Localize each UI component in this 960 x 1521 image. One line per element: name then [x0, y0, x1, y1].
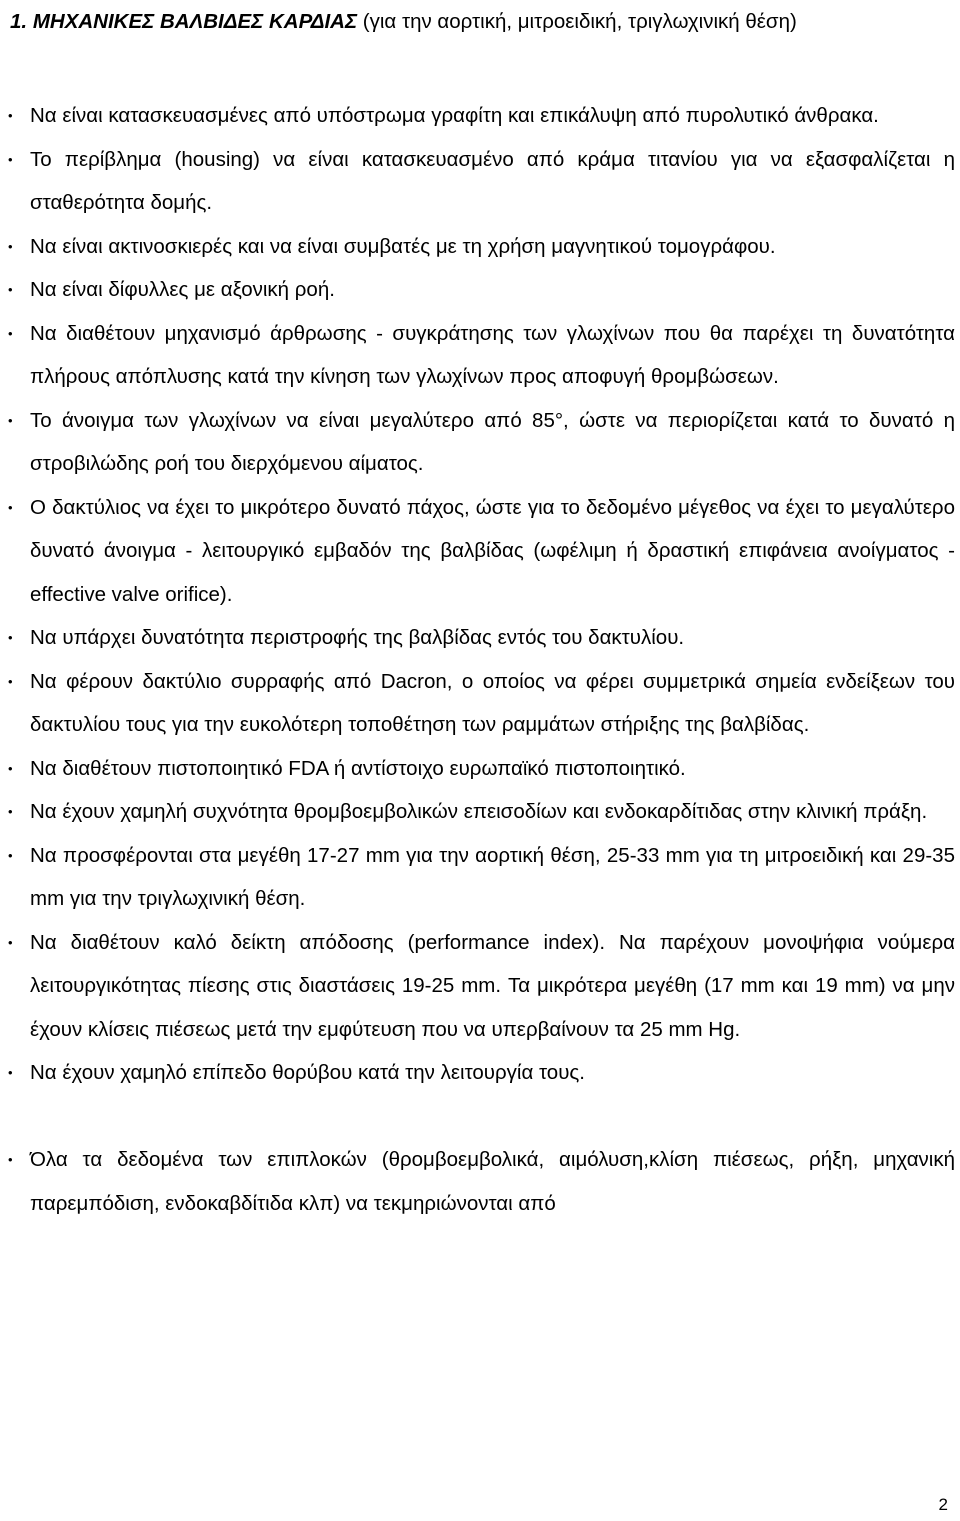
- list-item: [0, 1051, 955, 1095]
- section-number: 1.: [10, 10, 28, 33]
- section-title: ΜΗΧΑΝΙΚΕΣ ΒΑΛΒΙΔΕΣ ΚΑΡΔΙΑΣ: [32, 10, 358, 33]
- list-item-text: Να διαθέτουν μηχανισμό άρθρωσης - συγκράτησης των γλωχίνων που θα παρέχει τη δυνατότητα πλήρους απόπλυσης κατά την κίνηση των γλωχίνων προς αποφυγή θρομβώσεων.: [30, 321, 955, 388]
- bullet-icon: •: [8, 673, 13, 689]
- list-item-text: Να είναι δίφυλλες με αξονική ροή.: [30, 278, 335, 301]
- section-heading: [10, 0, 955, 43]
- bullet-icon: •: [8, 108, 13, 123]
- bullet-icon: •: [8, 804, 13, 819]
- list-item: [0, 399, 955, 486]
- list-item-text: Να διαθέτουν πιστοποιητικό FDA ή αντίστοιχο ευρωπαϊκό πιστοποιητικό.: [30, 756, 686, 780]
- bullet-icon: •: [8, 499, 13, 515]
- bullet-icon: •: [8, 934, 13, 950]
- requirements-list: [0, 94, 960, 1225]
- bullet-icon: •: [8, 630, 13, 645]
- list-item: [0, 660, 955, 747]
- list-item-text: Να υπάρχει δυνατότητα περιστροφής της βαλβίδας εντός του δακτυλίου.: [30, 626, 685, 649]
- list-item-text: Όλα τα δεδομένα των επιπλοκών (θρομβοεμβολικά, αιμόλυση,κλίση πιέσεως, ρήξη, μηχανική παρεμπόδιση, ενδοκαβδίτιδα κλπ) να τεκμηριώνονται από: [30, 1148, 955, 1215]
- list-item-text: Το άνοιγμα των γλωχίνων να είναι μεγαλύτερο από 85°, ώστε να περιορίζεται κατά το δυνατό η στροβιλώδης ροή του διερχόμενου αίματος.: [30, 408, 955, 475]
- list-item: [0, 94, 955, 138]
- bullet-icon: •: [8, 1065, 13, 1080]
- list-item: [0, 747, 955, 791]
- page-number: 2: [938, 1495, 948, 1514]
- bullet-icon: •: [8, 151, 13, 167]
- list-item: [0, 834, 955, 921]
- bullet-icon: •: [8, 1152, 13, 1167]
- list-item-text: Να διαθέτουν καλό δείκτη απόδοσης (performance index). Να παρέχουν μονοψήφια νούμερα λειτουργικότητας πίεσης στις διαστάσεις 19-25 mm. Τα μικρότερα μεγέθη (17 mm και 19 mm) να μην έχουν κλίσεις πιέσεως μετά την εμφύτευση που να υπερβαίνουν τα 25 mm Hg.: [30, 930, 955, 1041]
- list-item-text: Να προσφέρονται στα μεγέθη 17-27 mm για την αορτική θέση, 25-33 mm για τη μιτροειδική και 29-35 mm για την τριγλωχινική θέση.: [30, 843, 955, 910]
- bullet-icon: •: [8, 847, 13, 863]
- bullet-icon: •: [8, 238, 13, 254]
- list-item: [0, 268, 955, 312]
- list-item: [0, 616, 955, 660]
- list-item-text: Να είναι ακτινοσκιερές και να είναι συμβατές με τη χρήση μαγνητικού τομογράφου.: [30, 234, 776, 258]
- list-item: [0, 138, 955, 225]
- list-item: [0, 312, 955, 399]
- bullet-icon: •: [8, 282, 13, 297]
- list-item-text: Να έχουν χαμηλή συχνότητα θρομβοεμβολικών επεισοδίων και ενδοκαρδίτιδας στην κλινική πράξη.: [30, 800, 928, 823]
- list-item-text: Να έχουν χαμηλό επίπεδο θορύβου κατά την λειτουργία τους.: [30, 1061, 585, 1084]
- bullet-icon: •: [8, 760, 13, 776]
- list-item-text: Ο δακτύλιος να έχει το μικρότερο δυνατό πάχος, ώστε για το δεδομένο μέγεθος να έχει το μεγαλύτερο δυνατό άνοιγμα - λειτουργικό εμβαδόν της βαλβίδας (ωφέλιμη ή δραστική επιφάνεια ανοίγματος - effective valve orifice).: [30, 495, 955, 606]
- section-subtitle: (για την αορτική, μιτροειδική, τριγλωχινική θέση): [362, 10, 797, 33]
- list-item-text: Να φέρουν δακτύλιο συρραφής από Dacron, ο οποίος να φέρει συμμετρικά σημεία ενδείξεων του δακτυλίου τους για την ευκολότερη τοποθέτηση των ραμμάτων στήριξης της βαλβίδας.: [30, 669, 955, 736]
- list-item: [0, 486, 955, 617]
- bullet-icon: •: [8, 325, 13, 341]
- list-item: [0, 921, 955, 1052]
- list-item: [0, 790, 955, 834]
- list-item-text: Να είναι κατασκευασμένες από υπόστρωμα γραφίτη και επικάλυψη από πυρολυτικό άνθρακα.: [30, 104, 879, 127]
- list-item-text: Το περίβλημα (housing) να είναι κατασκευασμένο από κράμα τιτανίου για να εξασφαλίζεται η σταθερότητα δομής.: [30, 147, 955, 214]
- list-item: [0, 225, 955, 269]
- list-item: [0, 1138, 955, 1225]
- bullet-icon: •: [8, 412, 13, 428]
